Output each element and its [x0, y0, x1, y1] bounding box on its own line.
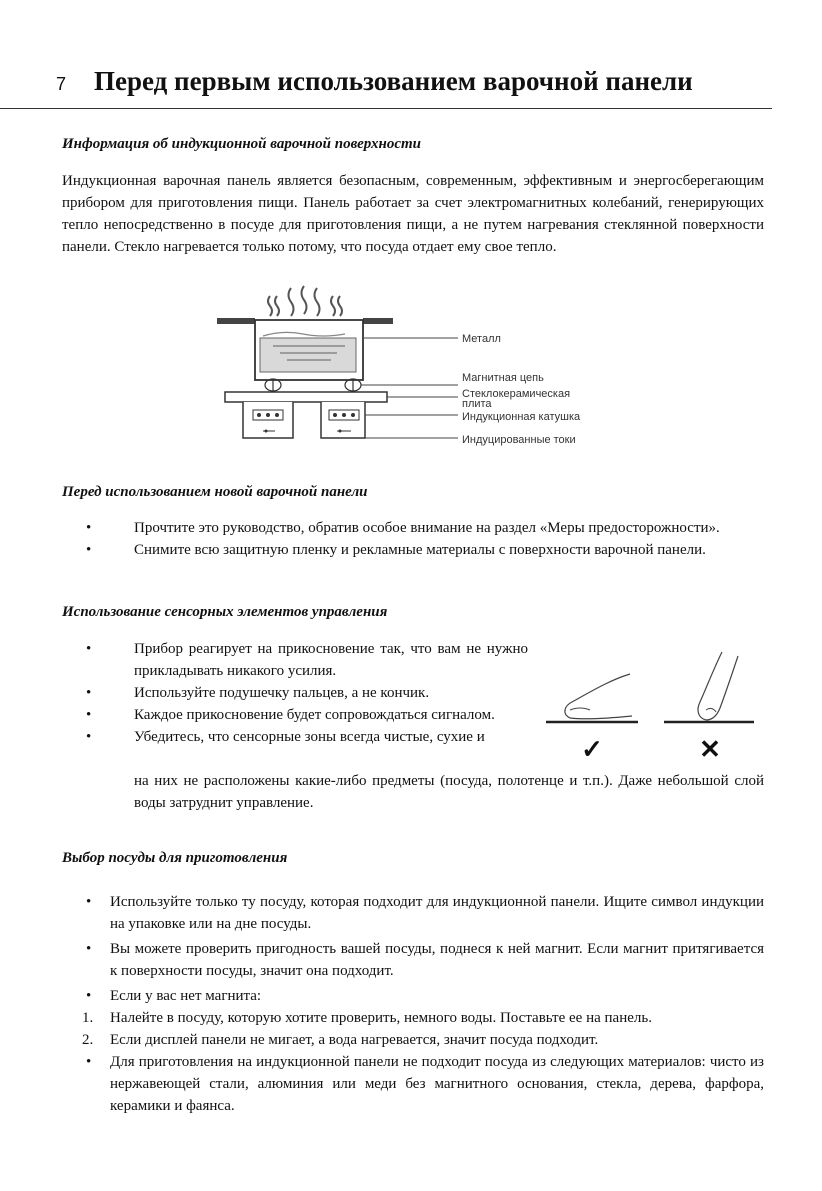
header-divider	[0, 108, 772, 109]
list-item-text: Прибор реагирует на прикосновение так, что вам не нужно прикладывать никакого усилия.	[134, 641, 528, 679]
list-item-text: Каждое прикосновение будет сопровождаться сигналом.	[134, 707, 495, 723]
list-item	[62, 891, 764, 935]
list-item	[62, 517, 764, 539]
list-item-text: Вы можете проверить пригодность вашей посуды, поднеся к ней магнит. Если магнит притягивается к поверхности посуды, значит она подходит.	[110, 941, 764, 979]
before-use-list	[62, 517, 764, 561]
finger-touch-illustration	[540, 648, 762, 762]
bullet-marker: •	[86, 641, 92, 657]
checkmark-icon: ✓	[581, 734, 603, 762]
wrong-touch-figure	[664, 652, 754, 722]
list-item-text: Прочтите это руководство, обратив особое внимание на раздел «Меры предосторожности».	[134, 520, 720, 536]
list-item-text: Если дисплей панели не мигает, а вода нагревается, значит посуда подходит.	[110, 1032, 599, 1048]
heat-waves-icon	[268, 286, 342, 316]
list-item	[62, 638, 528, 682]
list-item	[62, 1051, 764, 1117]
list-item	[62, 539, 764, 561]
touch-controls-continuation: на них не расположены какие-либо предметы (посуда, полотенце и т.п.). Даже небольшой слой воды затруднит управление.	[134, 773, 764, 811]
list-marker: •	[86, 988, 92, 1004]
glass-ceramic-plate	[225, 392, 387, 402]
list-item	[62, 1007, 764, 1029]
section-heading-induction-info: Информация об индукционной варочной поверхности	[62, 136, 421, 152]
bullet-marker: •	[86, 542, 92, 558]
induction-info-paragraph: Индукционная варочная панель является безопасным, современным, эффективным и энергосберегающим прибором для приготовления пищи. Панель работает за счет электромагнитных колебаний, генерирующих тепло непосредственно в посуде для приготовления пищи, а не путем нагревания стеклянной поверхности панели. Стекло нагревается только потому, что посуда отдает ему свое тепло.	[62, 173, 764, 255]
section-heading-touch-controls: Использование сенсорных элементов управления	[62, 604, 388, 620]
list-marker: 1.	[82, 1010, 94, 1026]
list-item	[62, 985, 764, 1007]
list-item-text: Для приготовления на индукционной панели не подходит посуда из следующих материалов: чисто из нержавеющей стали, алюминия или меди без магнитного основания, стекла, дерева, фарфора, керамики и фаянса.	[110, 1054, 764, 1114]
list-item	[62, 726, 528, 748]
induction-hob-diagram	[215, 284, 615, 452]
bullet-marker: •	[86, 729, 92, 745]
list-item-text: Убедитесь, что сенсорные зоны всегда чистые, сухие и	[134, 729, 485, 745]
label-magnetic-circuit: Магнитная цепь	[462, 372, 544, 384]
label-leader-lines	[361, 338, 458, 438]
list-item-text: Снимите всю защитную пленку и рекламные материалы с поверхности варочной панели.	[134, 542, 706, 558]
cross-icon: ✕	[699, 734, 721, 762]
section-heading-cookware: Выбор посуды для приготовления	[62, 850, 288, 866]
induction-coils	[243, 402, 365, 438]
label-glass-ceramic-line2: плита	[462, 398, 492, 410]
touch-controls-list	[62, 638, 528, 748]
list-item	[62, 1029, 764, 1051]
section-heading-before-use: Перед использованием новой варочной панели	[62, 484, 368, 500]
list-item-text: Используйте только ту посуду, которая подходит для индукционной панели. Ищите символ индукции на упаковке или на дне посуды.	[110, 894, 764, 932]
list-item-text: Если у вас нет магнита:	[110, 988, 262, 1004]
page-title: Перед первым использованием варочной панели	[94, 66, 693, 96]
list-item	[62, 682, 528, 704]
cookware-list	[62, 891, 764, 1117]
list-item-text: Используйте подушечку пальцев, а не кончик.	[134, 685, 430, 701]
bullet-marker: •	[86, 707, 92, 723]
label-induced-currents: Индуцированные токи	[462, 434, 576, 446]
label-induction-coil: Индукционная катушка	[462, 411, 581, 423]
bullet-marker: •	[86, 520, 92, 536]
page-number: 7	[56, 74, 67, 94]
label-metal: Металл	[462, 333, 501, 345]
correct-touch-figure	[546, 674, 638, 722]
bullet-marker: •	[86, 685, 92, 701]
list-item-text: Налейте в посуду, которую хотите проверить, немного воды. Поставьте ее на панель.	[110, 1010, 652, 1026]
list-marker: 2.	[82, 1032, 94, 1048]
label-glass-ceramic-line1: Стеклокерамическая	[462, 388, 571, 400]
list-item	[62, 938, 764, 982]
list-marker: •	[86, 1054, 92, 1070]
pot	[217, 318, 393, 380]
list-marker: •	[86, 941, 92, 957]
list-marker: •	[86, 894, 92, 910]
list-item	[62, 704, 528, 726]
